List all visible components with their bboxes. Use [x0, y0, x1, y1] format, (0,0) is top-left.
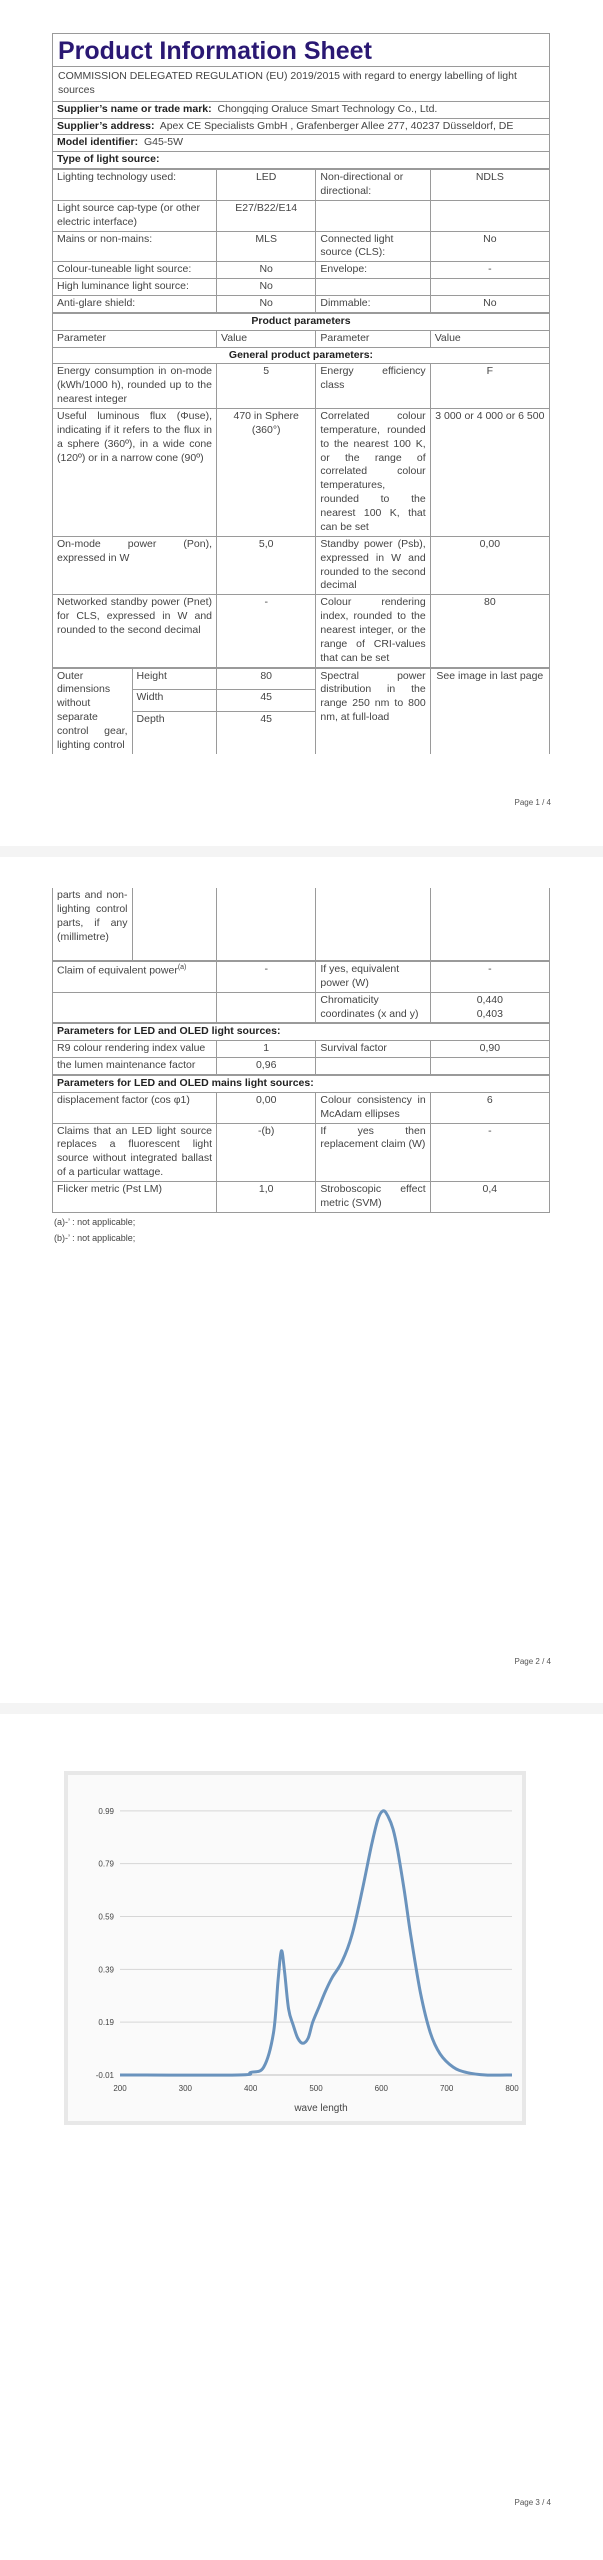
type-row: [53, 231, 550, 262]
parameter-cell: Stroboscopic effect metric (SVM): [316, 1182, 430, 1213]
x-tick-label: 800: [505, 2084, 519, 2093]
regulation-text: COMMISSION DELEGATED REGULATION (EU) 2019/2015 with regard to energy labelling of light sources: [53, 67, 550, 102]
column-header: Value: [430, 330, 549, 347]
value-cell: -: [430, 262, 549, 279]
x-axis-label: wave length: [294, 2103, 348, 2114]
dim-label: Height: [132, 668, 216, 690]
dim-label: Depth: [132, 712, 216, 733]
mains-param-row: [53, 1123, 550, 1181]
equivalent-power-value: -: [430, 962, 549, 993]
x-tick-label: 200: [113, 2084, 127, 2093]
spectral-chart-svg: [64, 1771, 526, 2125]
equivalent-power-table: [52, 961, 550, 1023]
value-cell: -(b): [217, 1123, 316, 1181]
dimensions-label-continued: parts and non-lighting control parts, if any (millimetre): [53, 888, 133, 961]
parameter-cell: Networked standby power (Pnet) for CLS, expressed in W and rounded to the second decimal: [53, 595, 217, 667]
parameter-cell: Envelope:: [316, 262, 430, 279]
value-cell: [430, 200, 549, 231]
parameter-cell: Colour consistency in McAdam ellipses: [316, 1092, 430, 1123]
equivalent-power-claim-label: [53, 962, 217, 993]
page-number: Page 1 / 4: [514, 798, 551, 807]
empty-cell: [132, 733, 216, 754]
parameter-cell: Useful luminous flux (Φuse), indicating if it refers to the flux in a sphere (360º), in a wide cone (120º) or in a narrow cone (90º): [53, 409, 217, 537]
spectral-label: Spectral power distribution in the range 250 nm to 800 nm, at full-load: [316, 668, 430, 754]
spectral-value: See image in last page: [430, 668, 549, 754]
x-tick-label: 600: [374, 2084, 389, 2093]
value-cell: 1: [217, 1041, 316, 1058]
document-title: Product Information Sheet: [53, 34, 550, 67]
value-cell: 6: [430, 1092, 549, 1123]
column-header: Parameter: [316, 330, 430, 347]
parameter-cell: R9 colour rendering index value: [53, 1041, 217, 1058]
parameter-cell: Colour rendering index, rounded to the nearest integer, or the range of CRI-values that can be set: [316, 595, 430, 667]
parameter-cell: the lumen maintenance factor: [53, 1058, 217, 1075]
equivalent-power-claim-value: -: [217, 962, 316, 993]
address-label: Supplier’s address:: [57, 119, 155, 132]
type-row: [53, 170, 550, 201]
x-tick-label: 500: [309, 2084, 323, 2093]
parameter-cell: [316, 1058, 430, 1075]
empty-cell: [217, 992, 316, 1023]
type-row: [53, 262, 550, 279]
parameter-cell: [316, 200, 430, 231]
value-cell: No: [217, 262, 316, 279]
y-tick-label: -0.01: [95, 2071, 114, 2080]
chromaticity-value: 0,440 0,403: [430, 992, 549, 1023]
footnote-a: (a)-’ : not applicable;: [54, 1216, 136, 1227]
dimensions-label: Outer dimensions without separate control gear, lighting control: [53, 668, 133, 754]
general-param-row: [53, 595, 550, 667]
y-tick-label: 0.39: [98, 1965, 114, 1975]
mains-param-row: [53, 1092, 550, 1123]
value-cell: -: [217, 595, 316, 667]
type-row: [53, 296, 550, 313]
parameter-cell: Energy consumption in on-mode (kWh/1000 h), rounded up to the nearest integer: [53, 364, 217, 409]
y-tick-label: 0.79: [98, 1859, 114, 1869]
dimensions-table: [52, 668, 550, 754]
value-cell: -: [430, 1123, 549, 1181]
footnote-b: (b)-’ : not applicable;: [54, 1232, 136, 1243]
supplier-value: Chongqing Oraluce Smart Technology Co., Ltd.: [217, 102, 438, 115]
value-cell: 0,00: [217, 1092, 316, 1123]
y-tick-label: 0.99: [98, 1806, 114, 1816]
model-row: [53, 135, 550, 152]
supplier-row: [53, 101, 550, 118]
parameter-cell: Light source cap-type (or other electric interface): [53, 200, 217, 231]
value-cell: 0,4: [430, 1182, 549, 1213]
chromaticity-label: Chromaticity coordinates (x and y): [316, 992, 430, 1023]
value-cell: No: [430, 231, 549, 262]
parameter-cell: Colour-tuneable light source:: [53, 262, 217, 279]
dim-value: 45: [217, 712, 316, 733]
parameter-cell: Non-directional or directional:: [316, 170, 430, 201]
y-tick-label: 0.59: [98, 1912, 114, 1922]
params-table: [52, 313, 550, 668]
empty-cell: [132, 888, 216, 961]
y-tick-label: 0.19: [98, 2018, 114, 2028]
parameter-cell: Mains or non-mains:: [53, 231, 217, 262]
address-row: [53, 118, 550, 135]
x-tick-label: 700: [439, 2084, 454, 2093]
parameter-cell: [316, 279, 430, 296]
column-header: Value: [217, 330, 316, 347]
value-cell: No: [217, 279, 316, 296]
led-param-row: [53, 1041, 550, 1058]
parameter-cell: Connected light source (CLS):: [316, 231, 430, 262]
column-header: Parameter: [53, 330, 217, 347]
value-cell: 0,96: [217, 1058, 316, 1075]
general-param-row: [53, 364, 550, 409]
info-sheet-frame-1: [52, 33, 550, 754]
address-value: Apex CE Specialists GmbH , Grafenberger Allee 277, 40237 Düsseldorf, DE: [159, 119, 514, 132]
value-cell: MLS: [217, 231, 316, 262]
params-heading: Product parameters: [53, 313, 550, 330]
claim-footnote-mark: (a): [177, 964, 187, 971]
dim-value: 80: [217, 668, 316, 690]
model-value: G45-5W: [143, 136, 184, 149]
value-cell: 0,00: [430, 536, 549, 594]
parameter-cell: Correlated colour temperature, rounded to the nearest 100 K, or the range of correlated colour temperatures, rounded to the nearest 100 K, that can be set: [316, 409, 430, 537]
parameter-cell: If yes then replacement claim (W): [316, 1123, 430, 1181]
empty-cell: [217, 733, 316, 754]
parameter-cell: Claims that an LED light source replaces a fluorescent light source without integrated ballast of a particular wattage.: [53, 1123, 217, 1181]
empty-cell: [430, 888, 549, 961]
x-tick-label: 400: [243, 2084, 258, 2093]
info-sheet-frame-2: [52, 888, 550, 1245]
dim-label: Width: [132, 690, 216, 712]
value-cell: E27/B22/E14: [217, 200, 316, 231]
led-heading: Parameters for LED and OLED light sources:: [53, 1024, 550, 1041]
led-param-row: [53, 1058, 550, 1075]
general-param-row: [53, 536, 550, 594]
mains-param-row: [53, 1182, 550, 1213]
parameter-cell: Energy efficiency class: [316, 364, 430, 409]
equivalent-power-label: If yes, equivalent power (W): [316, 962, 430, 993]
value-cell: F: [430, 364, 549, 409]
parameter-cell: High luminance light source:: [53, 279, 217, 296]
dim-value: 45: [217, 690, 316, 712]
value-cell: No: [217, 296, 316, 313]
supplier-label: Supplier’s name or trade mark:: [57, 102, 212, 115]
led-params-table: [52, 1023, 550, 1075]
empty-cell: [217, 888, 316, 961]
type-table: [52, 169, 550, 313]
parameter-cell: Anti-glare shield:: [53, 296, 217, 313]
claim-label-text: Claim of equivalent power: [57, 964, 178, 977]
value-cell: 80: [430, 595, 549, 667]
value-cell: [430, 279, 549, 296]
type-heading: Type of light source:: [53, 152, 550, 169]
parameter-cell: Lighting technology used:: [53, 170, 217, 201]
value-cell: 5: [217, 364, 316, 409]
mains-heading: Parameters for LED and OLED mains light sources:: [53, 1076, 550, 1093]
page-number: Page 3 / 4: [514, 2498, 551, 2507]
dimensions-continued-table: [52, 888, 550, 961]
mains-params-table: [52, 1075, 550, 1213]
parameter-cell: Standby power (Psb), expressed in W and rounded to the second decimal: [316, 536, 430, 594]
parameter-cell: Dimmable:: [316, 296, 430, 313]
type-row: [53, 200, 550, 231]
x-tick-label: 300: [178, 2084, 193, 2093]
parameter-cell: On-mode power (Pon), expressed in W: [53, 536, 217, 594]
value-cell: 1,0: [217, 1182, 316, 1213]
value-cell: 5,0: [217, 536, 316, 594]
general-param-row: [53, 409, 550, 537]
general-heading: General product parameters:: [53, 347, 550, 364]
parameter-cell: Flicker metric (Pst LM): [53, 1182, 217, 1213]
page-1: [0, 0, 603, 846]
value-cell: NDLS: [430, 170, 549, 201]
page-number: Page 2 / 4: [514, 1657, 551, 1666]
value-cell: 0,90: [430, 1041, 549, 1058]
column-header-row: [53, 330, 550, 347]
empty-cell: [316, 888, 430, 961]
header-table: [52, 33, 550, 169]
value-cell: LED: [217, 170, 316, 201]
empty-cell: [53, 992, 217, 1023]
value-cell: No: [430, 296, 549, 313]
type-row: [53, 279, 550, 296]
value-cell: [430, 1058, 549, 1075]
parameter-cell: Survival factor: [316, 1041, 430, 1058]
value-cell: 470 in Sphere (360°): [217, 409, 316, 537]
page-2: [0, 857, 603, 1703]
parameter-cell: displacement factor (cos φ1): [53, 1092, 217, 1123]
spectral-chart: [64, 1771, 526, 2125]
model-label: Model identifier:: [57, 136, 139, 149]
value-cell: 3 000 or 4 000 or 6 500: [430, 409, 549, 537]
